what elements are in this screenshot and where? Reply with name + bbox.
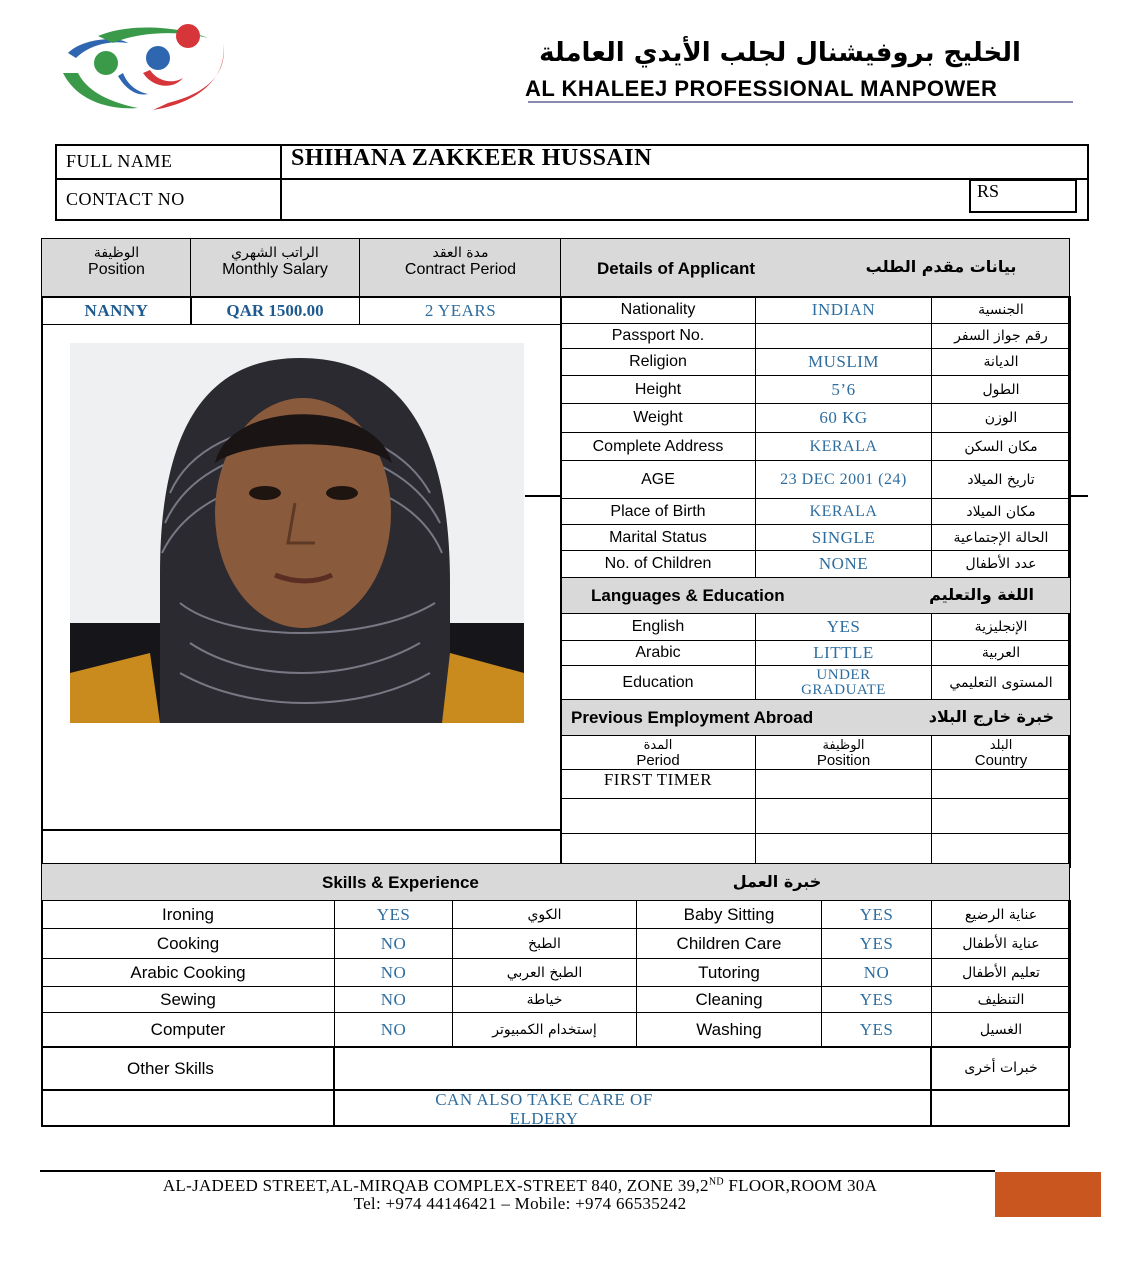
detail-value: KERALA (756, 433, 932, 461)
footer-address-main: AL-JADEED STREET,AL-MIRQAB COMPLEX-STREET 840, ZONE 39,2 (162, 1176, 709, 1195)
other-skills-value-cell (333, 1089, 932, 1127)
applicant-title-en: Details of Applicant (597, 259, 756, 278)
detail-label: Height (561, 376, 756, 404)
employment-col-period (561, 736, 756, 770)
skill-value: NO (335, 987, 453, 1013)
skill-label-ar: خياطة (453, 987, 637, 1013)
language-label: Arabic (561, 641, 756, 666)
other-skills-blank-cell (333, 1046, 932, 1091)
detail-label-ar: عدد الأطفال (932, 551, 1071, 578)
salary-header-en: Monthly Salary (222, 261, 328, 278)
detail-label-ar: الجنسية (932, 297, 1071, 324)
detail-label: Weight (561, 404, 756, 433)
skill-label-ar: الغسيل (932, 1013, 1071, 1048)
detail-label: Nationality (561, 297, 756, 324)
footer-address-sup: ND (708, 1176, 724, 1188)
employment-empty-cell (932, 799, 1071, 834)
employment-title-ar: خبرة خارج البلاد (928, 707, 1054, 726)
skill-label: Arabic Cooking (42, 959, 335, 987)
full-name-label: FULL NAME (66, 151, 173, 171)
applicant-photo (70, 343, 524, 723)
contract-header-ar: مدة العقد (432, 245, 489, 261)
employment-period-en: Period (636, 751, 680, 769)
skill-label: Sewing (42, 987, 335, 1013)
education-label-ar: المستوى التعليمي (932, 666, 1071, 700)
detail-label-ar: مكان السكن (932, 433, 1071, 461)
skill-label-ar: الطبخ (453, 929, 637, 959)
company-name-arabic: الخليج بروفيشنال لجلب الأيدي العاملة (539, 38, 1021, 68)
employment-period-value: FIRST TIMER (561, 770, 756, 799)
employment-header (561, 700, 1071, 736)
language-value: LITTLE (756, 641, 932, 666)
skill-value: YES (335, 901, 453, 929)
skills-table (41, 900, 1071, 1048)
other-skills-value: CAN ALSO TAKE CARE OF ELDERY (435, 1090, 653, 1128)
detail-label: Marital Status (561, 525, 756, 551)
other-skills-left-empty (41, 1089, 335, 1127)
languages-header (561, 578, 1071, 614)
skill-value: YES (822, 1013, 932, 1048)
detail-label-ar: مكان الميلاد (932, 499, 1071, 525)
detail-value: INDIAN (756, 297, 932, 324)
skill-label: Children Care (637, 929, 822, 959)
detail-value: MUSLIM (756, 349, 932, 376)
detail-label: No. of Children (561, 551, 756, 578)
language-label-ar: الإنجليزية (932, 614, 1071, 641)
employment-col-country (932, 736, 1071, 770)
applicant-header (560, 238, 1070, 298)
contract-header-en: Contract Period (404, 261, 517, 278)
language-label-ar: العربية (932, 641, 1071, 666)
languages-title-en: Languages & Education (591, 586, 785, 605)
skill-label: Ironing (42, 901, 335, 929)
skill-value: NO (822, 959, 932, 987)
company-logo (58, 18, 238, 118)
age-extension-line-right (1070, 495, 1088, 497)
footer-line (40, 1170, 995, 1172)
employment-empty-cell (561, 799, 756, 834)
skill-value: NO (335, 959, 453, 987)
employment-position-en: Position (816, 751, 871, 769)
detail-label-ar: الطول (932, 376, 1071, 404)
other-skills-label-ar: خبرات أخرى (964, 1060, 1038, 1076)
employment-empty-cell (756, 799, 932, 834)
detail-label-ar: تاريخ الميلاد (932, 461, 1071, 499)
detail-label: Passport No. (561, 324, 756, 349)
employment-period-ar: المدة (643, 737, 673, 753)
applicant-details-table (560, 296, 1071, 868)
languages-title-ar: اللغة والتعليم (929, 585, 1034, 604)
detail-value: 60 KG (756, 404, 932, 433)
contract-header (359, 238, 562, 298)
skill-value: NO (335, 929, 453, 959)
employment-empty-cell (932, 770, 1071, 799)
label-divider (280, 144, 282, 221)
salary-value: QAR 1500.00 (190, 296, 360, 325)
position-header-ar: الوظيفة (93, 245, 140, 261)
salary-header (190, 238, 360, 298)
skill-value: YES (822, 987, 932, 1013)
detail-label: Religion (561, 349, 756, 376)
detail-label-ar: رقم جواز السفر (932, 324, 1071, 349)
detail-label: Complete Address (561, 433, 756, 461)
skills-title-ar: خبرة العمل (732, 872, 822, 891)
contract-value: 2 YEARS (359, 296, 562, 325)
skill-label: Tutoring (637, 959, 822, 987)
position-header-en: Position (88, 261, 145, 278)
employment-empty-cell (756, 770, 932, 799)
skill-label-ar: إستخدام الكمبيوتر (453, 1013, 637, 1048)
skill-label-ar: عناية الأطفال (932, 929, 1071, 959)
footer-phones: Tel: +974 44146421 – Mobile: +974 66535242 (353, 1194, 687, 1213)
salary-header-ar: الراتب الشهري (231, 245, 319, 261)
detail-label-ar: الحالة الإجتماعية (932, 525, 1071, 551)
skill-label-ar: الطبخ العربي (453, 959, 637, 987)
detail-value (756, 324, 932, 349)
employment-title-en: Previous Employment Abroad (571, 708, 814, 727)
skill-label: Cooking (42, 929, 335, 959)
contact-label: CONTACT NO (66, 189, 185, 209)
company-name-english: AL KHALEEJ PROFESSIONAL MANPOWER (525, 76, 998, 101)
header-underline (528, 101, 1073, 103)
skills-header (41, 863, 1070, 901)
language-value: YES (756, 614, 932, 641)
applicant-title-ar: بيانات مقدم الطلب (865, 257, 1017, 276)
employment-country-en: Country (974, 751, 1028, 769)
footer-orange-block (995, 1172, 1101, 1217)
position-value: NANNY (41, 296, 192, 325)
footer-address-end: FLOOR,ROOM 30A (723, 1176, 878, 1195)
skill-value: YES (822, 929, 932, 959)
skill-label-ar: تعليم الأطفال (932, 959, 1071, 987)
detail-value: KERALA (756, 499, 932, 525)
skill-label: Cleaning (637, 987, 822, 1013)
detail-value: 23 DEC 2001 (24) (756, 461, 932, 499)
skill-label-ar: عناية الرضيع (932, 901, 1071, 929)
detail-label-ar: الديانة (932, 349, 1071, 376)
other-skills-label: Other Skills (127, 1059, 214, 1078)
name-divider (55, 178, 1089, 180)
photo-section-right-border (560, 323, 562, 865)
skill-label-ar: التنظيف (932, 987, 1071, 1013)
skill-value: NO (335, 1013, 453, 1048)
education-label: Education (561, 666, 756, 700)
education-value: UNDER GRADUATE (756, 666, 932, 700)
position-header (41, 238, 192, 298)
other-skills-ar-cell (930, 1046, 1070, 1091)
skill-value: YES (822, 901, 932, 929)
detail-label-ar: الوزن (932, 404, 1071, 433)
skill-label: Computer (42, 1013, 335, 1048)
language-label: English (561, 614, 756, 641)
skill-label-ar: الكوي (453, 901, 637, 929)
age-extension-line (525, 495, 560, 497)
detail-label: AGE (561, 461, 756, 499)
footer-address (60, 1176, 980, 1196)
employment-position-ar: الوظيفة (822, 737, 865, 753)
employment-country-ar: البلد (989, 737, 1013, 753)
employment-col-position (756, 736, 932, 770)
rs-label: RS (977, 181, 1000, 201)
skill-label: Washing (637, 1013, 822, 1048)
detail-value: 5’6 (756, 376, 932, 404)
detail-label: Place of Birth (561, 499, 756, 525)
detail-value: NONE (756, 551, 932, 578)
skill-label: Baby Sitting (637, 901, 822, 929)
other-skills-label-cell (41, 1046, 335, 1091)
other-skills-right-empty (930, 1089, 1070, 1127)
skills-title-en: Skills & Experience (322, 873, 479, 892)
photo-section-divider (41, 829, 561, 831)
detail-value: SINGLE (756, 525, 932, 551)
full-name-value: SHIHANA ZAKKEER HUSSAIN (291, 145, 652, 171)
